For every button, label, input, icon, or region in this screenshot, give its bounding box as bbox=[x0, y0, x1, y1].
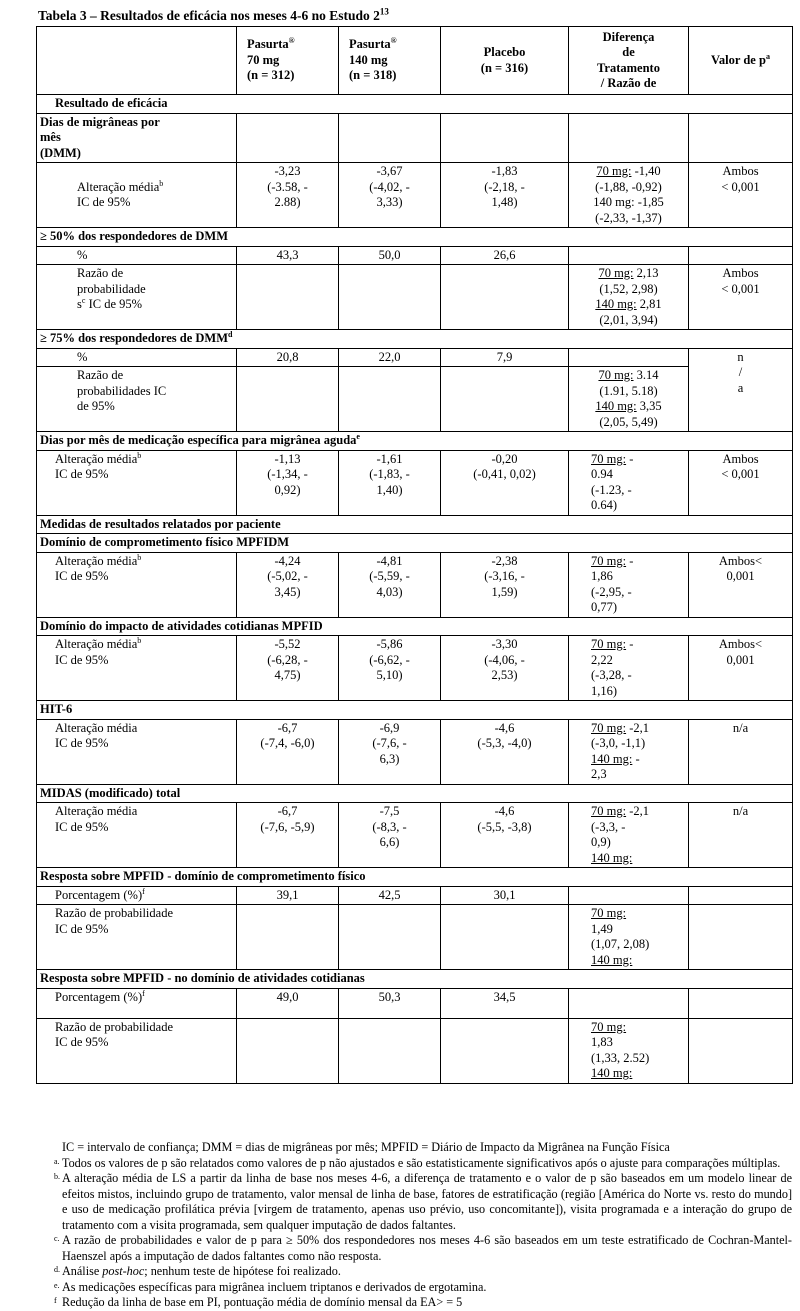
header-70mg: Pasurta® 70 mg (n = 312) bbox=[237, 27, 339, 95]
header-difference: Diferença de Tratamento / Razão de bbox=[569, 27, 689, 95]
header-p-value: Valor de $p^a$ bbox=[689, 27, 793, 95]
dmm-title: Dias de migrâneas por mês (DMM) bbox=[37, 113, 237, 163]
header-140mg: Pasurta® 140 mg (n = 318) bbox=[339, 27, 441, 95]
section-row: HIT-6 bbox=[37, 701, 793, 720]
section-row: Dias por mês de medicação específica para migrânea aguda$^e$ bbox=[37, 432, 793, 451]
table-row: Alteração média$^b$ IC de 95% -5,52 (-6,28, - 4,75) -5,86 (-6,62, - 5,10) -3,30 (-4,06, - 2,53) 70 mg: - 2,22 (-3,28, - 1,16) Ambos< 0,001 bbox=[37, 636, 793, 701]
footnote-f: f Redução da linha de base em PI, pontuação média de domínio mensal da EA> = 5 bbox=[54, 1295, 463, 1309]
footnote-b: b. A alteração média de LS a partir da linha de base nos meses 4-6, a diferença de tratamento e o valor de p são baseados em um modelo linear de efeitos mistos, incluindo grupo de tratamento, valor mensal de linha de base, fatores de estratificação (região [América do Norte vs. resto do mundo] e uso de medicação profilática prévia [virgem de tratamento, apenas uso prévio, uso concomitante]), visita programada e a interação do grupo de tratamento com a visita programada, sem qualquer imputação de dados faltantes. bbox=[54, 1171, 792, 1232]
table-row: Razão de probabilidade IC de 95% 70 mg: 1,83 (1,33, 2.52) 140 mg: bbox=[37, 1018, 793, 1083]
section-row: Medidas de resultados relatados por paciente bbox=[37, 515, 793, 534]
table-row: Alteração média IC de 95% -6,7 (-7,4, -6,0) -6,9 (-7,6, - 6,3) -4,6 (-5,3, -4,0) 70 mg: -2,1 (-3,0, -1,1) 140 mg: - 2,3 n/a bbox=[37, 719, 793, 784]
table-header-row bbox=[37, 27, 793, 95]
section-row: Domínio do impacto de atividades cotidianas MPFID bbox=[37, 617, 793, 636]
table-row: Alteração média$^b$ IC de 95% -4,24 (-5,02, - 3,45) -4,81 (-5,59, - 4,03) -2,38 (-3,16, - 1,59) 70 mg: - 1,86 (-2,95, - 0,77) Ambos< 0,001 bbox=[37, 552, 793, 617]
section-row: MIDAS (modificado) total bbox=[37, 784, 793, 803]
table-title: Tabela 3 – Resultados de eficácia nos meses 4-6 no Estudo $2^{13}$ bbox=[38, 6, 389, 23]
table-row: Porcentagem (%)$^f$ 39,1 42,5 30,1 bbox=[37, 886, 793, 905]
footnote-a: a. Todos os valores de p são relatados como valores de p não ajustados e são estatisticamente significativos após o ajuste para comparações múltiplas. bbox=[54, 1155, 781, 1170]
table-row: Alteração média$^b$ IC de 95% -1,13 (-1,34, - 0,92) -1,61 (-1,83, - 1,40) -0,20 (-0,41, 0,02) 70 mg: - 0.94 (-1.23, - 0.64) Ambos < 0,001 bbox=[37, 450, 793, 515]
section-row: Domínio de comprometimento físico MPFIDM bbox=[37, 534, 793, 553]
section-row: Resultado de eficácia bbox=[37, 95, 793, 114]
table-row: % 43,3 50,0 26,6 bbox=[37, 246, 793, 265]
header-placebo: Placebo (n = 316) bbox=[441, 27, 569, 95]
footnote-c: c. A razão de probabilidades e valor de p para ≥ 50% dos respondedores nos meses 4-6 são baseados em um teste estratificado de Cochran-Mantel-Haenszel após a imputação de dados faltantes como não resposta. bbox=[54, 1233, 792, 1263]
table-row: Porcentagem (%)$^f$ 49,0 50,3 34,5 bbox=[37, 988, 793, 1018]
section-row: ≥ 75% dos respondedores de DMM$^d$ bbox=[37, 330, 793, 349]
footnote-d: d. Análise post-hoc; nenhum teste de hipótese foi realizado. bbox=[54, 1264, 341, 1278]
table-row: Alteração média$^b$ IC de 95% -3,23 (-3.58, - 2.88) -3,67 (-4,02, - 3,33) -1,83 (-2,18, - 1,48) 70 mg: -1,40 (-1,88, -0,92) 140 mg: -1,85 (-2,33, -1,37) Ambos < 0,001 bbox=[37, 163, 793, 228]
footnote-abbreviations: IC = intervalo de confiança; DMM = dias de migrâneas por mês; MPFID = Diário de Impacto da Migrânea na Função Física bbox=[62, 1140, 670, 1154]
table-row: Alteração média IC de 95% -6,7 (-7,6, -5,9) -7,5 (-8,3, - 6,6) -4,6 (-5,5, -3,8) 70 mg: -2,1 (-3,3, - 0,9) 140 mg: n/a bbox=[37, 803, 793, 868]
header-blank bbox=[37, 27, 237, 95]
table-row: Razão de probabilidade $s^c$ IC de 95% 70 mg: 2,13 (1,52, 2,98) 140 mg: 2,81 (2,01, 3,94) Ambos < 0,001 bbox=[37, 265, 793, 330]
section-row: ≥ 50% dos respondedores de DMM bbox=[37, 228, 793, 247]
table-row: Razão de probabilidades IC de 95% 70 mg: 3.14 (1.91, 5.18) 140 mg: 3,35 (2,05, 5,49) bbox=[37, 367, 793, 432]
section-row: Resposta sobre MPFID - domínio de comprometimento físico bbox=[37, 868, 793, 887]
table-row: % 20,8 22,0 7,9 n / a bbox=[37, 348, 793, 367]
footnotes bbox=[56, 1140, 792, 1311]
footnote-e: e. As medicações específicas para migrânea incluem triptanos e derivados de ergotamina. bbox=[54, 1279, 487, 1294]
table-row: Razão de probabilidade IC de 95% 70 mg: 1,49 (1,07, 2,08) 140 mg: bbox=[37, 905, 793, 970]
section-row: Resposta sobre MPFID - no domínio de atividades cotidianas bbox=[37, 970, 793, 989]
efficacy-table bbox=[36, 26, 793, 1084]
